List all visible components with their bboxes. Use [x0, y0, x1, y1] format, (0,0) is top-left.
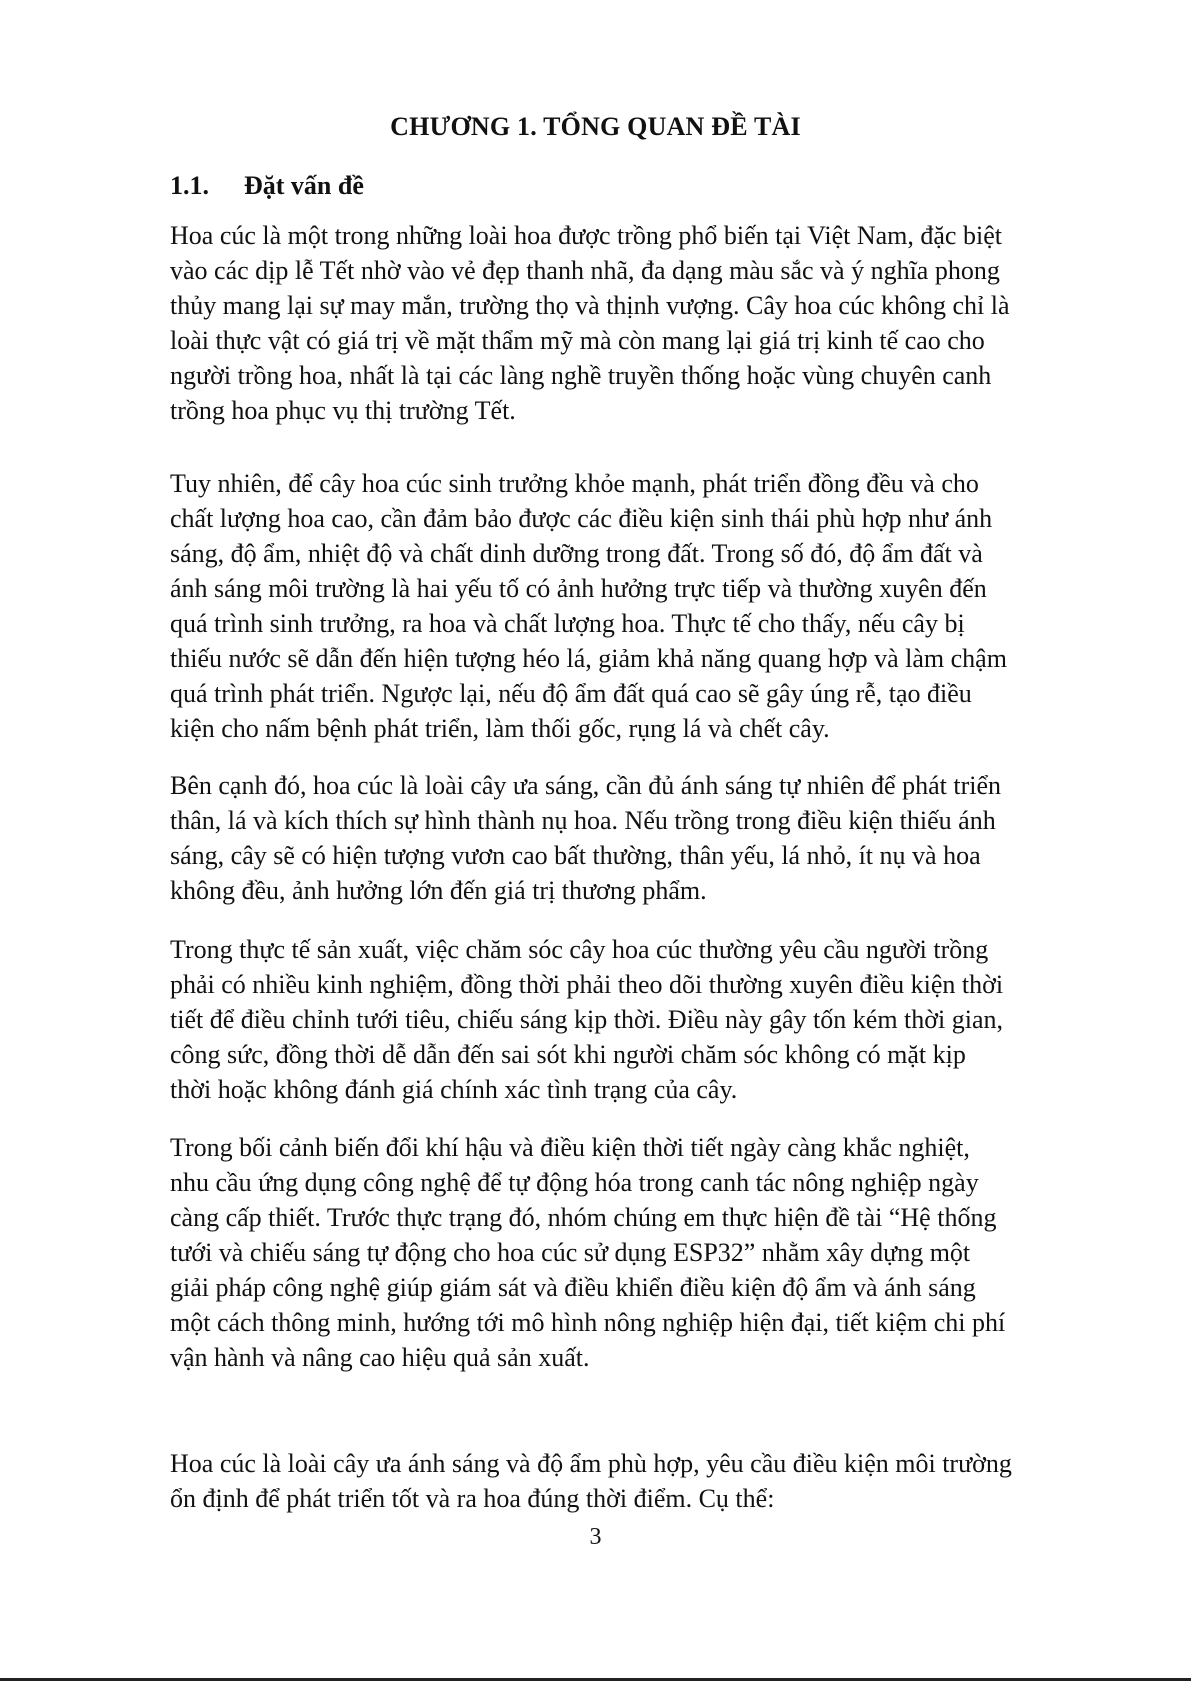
text-line: kiện cho nấm bệnh phát triển, làm thối gốc, rụng lá và chết cây.: [170, 714, 830, 743]
text-line: quá trình sinh trưởng, ra hoa và chất lượng hoa. Thực tế cho thấy, nếu cây bị: [170, 609, 965, 638]
chapter-title: CHƯƠNG 1. TỔNG QUAN ĐỀ TÀI: [390, 112, 801, 141]
section-heading: [170, 170, 364, 202]
text-line: một cách thông minh, hướng tới mô hình nông nghiệp hiện đại, tiết kiệm chi phí: [170, 1308, 1006, 1337]
text-line: Trong thực tế sản xuất, việc chăm sóc cây hoa cúc thường yêu cầu người trồng: [170, 935, 989, 964]
section-title: Đặt vấn đề: [244, 171, 364, 200]
section-number: 1.1.: [170, 171, 209, 200]
text-line: tiết để điều chỉnh tưới tiêu, chiếu sáng kịp thời. Điều này gây tốn kém thời gian,: [170, 1005, 1004, 1034]
text-line: trồng hoa phục vụ thị trường Tết.: [170, 396, 516, 425]
text-line: Trong bối cảnh biến đổi khí hậu và điều kiện thời tiết ngày càng khắc nghiệt,: [170, 1133, 970, 1162]
text-line: càng cấp thiết. Trước thực trạng đó, nhóm chúng em thực hiện đề tài “Hệ thống: [170, 1203, 997, 1232]
text-line: nhu cầu ứng dụng công nghệ để tự động hóa trong canh tác nông nghiệp ngày: [170, 1168, 979, 1197]
paragraph-1: [170, 218, 1090, 428]
text-line: chất lượng hoa cao, cần đảm bảo được các điều kiện sinh thái phù hợp như ánh: [170, 504, 993, 533]
text-line: sáng, độ ẩm, nhiệt độ và chất dinh dưỡng trong đất. Trong số đó, độ ẩm đất và: [170, 539, 983, 568]
text-line: quá trình phát triển. Ngược lại, nếu độ ẩm đất quá cao sẽ gây úng rễ, tạo điều: [170, 679, 972, 708]
text-line: ổn định để phát triển tốt và ra hoa đúng thời điểm. Cụ thể:: [170, 1484, 775, 1513]
text-line: thân, lá và kích thích sự hình thành nụ hoa. Nếu trồng trong điều kiện thiếu ánh: [170, 806, 996, 835]
text-line: vận hành và nâng cao hiệu quả sản xuất.: [170, 1343, 590, 1372]
text-line: Hoa cúc là một trong những loài hoa được trồng phổ biến tại Việt Nam, đặc biệt: [170, 221, 1002, 250]
text-line: giải pháp công nghệ giúp giám sát và điều khiển điều kiện độ ẩm và ánh sáng: [170, 1273, 976, 1302]
paragraph-5: [170, 1130, 1090, 1375]
text-line: Tuy nhiên, để cây hoa cúc sinh trưởng khỏe mạnh, phát triển đồng đều và cho: [170, 469, 979, 498]
text-line: người trồng hoa, nhất là tại các làng nghề truyền thống hoặc vùng chuyên canh: [170, 361, 992, 390]
text-line: ánh sáng môi trường là hai yếu tố có ảnh hưởng trực tiếp và thường xuyên đến: [170, 574, 987, 603]
text-line: thủy mang lại sự may mắn, trường thọ và thịnh vượng. Cây hoa cúc không chỉ là: [170, 291, 1010, 320]
text-line: Bên cạnh đó, hoa cúc là loài cây ưa sáng, cần đủ ánh sáng tự nhiên để phát triển: [170, 771, 1002, 800]
paragraph-6: [170, 1446, 1090, 1516]
text-line: phải có nhiều kinh nghiệm, đồng thời phải theo dõi thường xuyên điều kiện thời: [170, 970, 1004, 999]
text-line: sáng, cây sẽ có hiện tượng vươn cao bất thường, thân yếu, lá nhỏ, ít nụ và hoa: [170, 841, 981, 870]
page-edge-divider: [0, 1678, 1191, 1681]
text-line: Hoa cúc là loài cây ưa ánh sáng và độ ẩm phù hợp, yêu cầu điều kiện môi trường: [170, 1449, 1012, 1478]
text-line: vào các dịp lễ Tết nhờ vào vẻ đẹp thanh nhã, đa dạng màu sắc và ý nghĩa phong: [170, 256, 1000, 285]
paragraph-3: [170, 768, 1090, 908]
page-number: 3: [589, 1524, 602, 1550]
paragraph-2: [170, 466, 1090, 746]
paragraph-4: [170, 932, 1090, 1107]
text-line: thời hoặc không đánh giá chính xác tình trạng của cây.: [170, 1075, 738, 1104]
text-line: thiếu nước sẽ dẫn đến hiện tượng héo lá, giảm khả năng quang hợp và làm chậm: [170, 644, 1007, 673]
text-line: tưới và chiếu sáng tự động cho hoa cúc sử dụng ESP32” nhằm xây dựng một: [170, 1238, 971, 1267]
text-line: không đều, ảnh hưởng lớn đến giá trị thương phẩm.: [170, 876, 707, 905]
text-line: công sức, đồng thời dễ dẫn đến sai sót khi người chăm sóc không có mặt kịp: [170, 1040, 966, 1069]
text-line: loài thực vật có giá trị về mặt thẩm mỹ mà còn mang lại giá trị kinh tế cao cho: [170, 326, 985, 355]
